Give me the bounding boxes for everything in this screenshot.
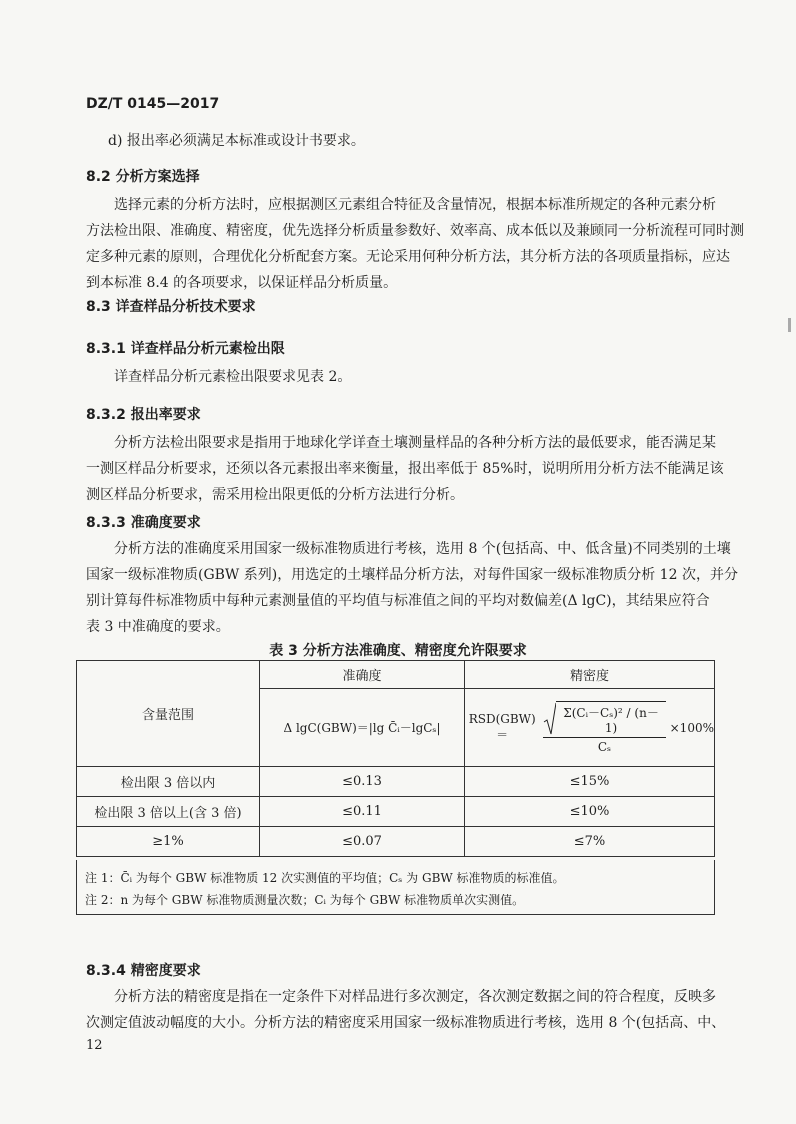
paragraph-line: 到本标准 8.4 的各项要求，以保证样品分析质量。 (86, 275, 398, 291)
cell-accuracy: ≤0.07 (260, 827, 465, 857)
section-8-3-1-title: 8.3.1 详查样品分析元素检出限 (86, 341, 285, 357)
header-accuracy: 准确度 (260, 661, 465, 689)
header-content-range: 含量范围 (77, 661, 260, 767)
paragraph-line: 分析方法检出限要求是指用于地球化学详查土壤测量样品的各种分析方法的最低要求，能否满足某 (114, 435, 716, 451)
section-8-3-4-title: 8.3.4 精密度要求 (86, 963, 201, 979)
section-8-3-2-paragraph (86, 430, 724, 508)
paragraph-line: 选择元素的分析方法时，应根据测区元素组合特征及含量情况，根据本标准所规定的各种元素分析 (114, 197, 716, 213)
header-precision: 精密度 (465, 661, 715, 689)
section-8-3-3-paragraph (86, 536, 738, 640)
cell-range: 检出限 3 倍以内 (77, 767, 260, 797)
section-8-3-2-title: 8.3.2 报出率要求 (86, 407, 201, 423)
table-3-notes (76, 860, 715, 915)
paragraph-line: 表 3 中准确度的要求。 (86, 619, 230, 635)
paragraph-line: 测区样品分析要求，需采用检出限更低的分析方法进行分析。 (86, 487, 464, 503)
precision-formula-numerator: Σ(Cᵢ－Cₛ)² / (n－1) (556, 701, 665, 737)
section-8-3-4-paragraph (86, 984, 726, 1036)
section-8-2-paragraph (86, 192, 744, 296)
section-8-3-3-title: 8.3.3 准确度要求 (86, 515, 201, 531)
table-row (77, 827, 715, 857)
precision-formula-lhs: RSD(GBW)＝ (468, 712, 536, 742)
section-8-3-1-text: 详查样品分析元素检出限要求见表 2。 (114, 369, 352, 385)
paragraph-line: 方法检出限、准确度、精密度，优先选择分析质量参数好、效率高、成本低以及兼顾同一分析流程可同时测 (86, 223, 744, 239)
paragraph-line: 一测区样品分析要求，还须以各元素报出率来衡量，报出率低于 85%时，说明所用分析方法不能满足该 (86, 461, 724, 477)
list-item-d: d) 报出率必须满足本标准或设计书要求。 (108, 133, 365, 149)
precision-formula (465, 689, 715, 767)
paragraph-line: 次测定值波动幅度的大小。分析方法的精密度采用国家一级标准物质进行考核，选用 8 个(包括高、中、 (86, 1015, 726, 1031)
standard-number: DZ/T 0145—2017 (86, 96, 220, 112)
table-row (77, 767, 715, 797)
accuracy-formula: Δ lgC(GBW)＝|lg C̄ᵢ－lgCₛ| (260, 689, 465, 767)
cell-precision: ≤15% (465, 767, 715, 797)
cell-accuracy: ≤0.13 (260, 767, 465, 797)
radical-sign-icon (543, 702, 556, 736)
cell-range: 检出限 3 倍以上(含 3 倍) (77, 797, 260, 827)
table-row (77, 797, 715, 827)
section-8-3-title: 8.3 详查样品分析技术要求 (86, 299, 256, 315)
page-number: 12 (86, 1038, 103, 1053)
paragraph-line: 分析方法的精密度是指在一定条件下对样品进行多次测定，各次测定数据之间的符合程度，反映多 (114, 989, 716, 1005)
paragraph-line: 国家一级标准物质(GBW 系列)，用选定的土壤样品分析方法，对每件国家一级标准物质分析 12 次，并分 (86, 567, 738, 583)
cell-accuracy: ≤0.11 (260, 797, 465, 827)
table-3-caption: 表 3 分析方法准确度、精密度允许限要求 (269, 643, 527, 659)
paragraph-line: 分析方法的准确度采用国家一级标准物质进行考核，选用 8 个(包括高、中、低含量)不同类别的土壤 (114, 541, 731, 557)
paragraph-line: 定多种元素的原则，合理优化分析配套方案。无论采用何种分析方法，其分析方法的各项质量指标，应达 (86, 249, 730, 265)
cell-precision: ≤10% (465, 797, 715, 827)
precision-formula-tail: ×100% (669, 720, 714, 735)
scan-edge-mark (788, 318, 791, 332)
table-note-2: 注 2：n 为每个 GBW 标准物质测量次数；Cᵢ 为每个 GBW 标准物质单次实测值。 (85, 893, 525, 907)
cell-range: ≥1% (77, 827, 260, 857)
section-8-2-title: 8.2 分析方案选择 (86, 169, 200, 185)
table-3 (76, 660, 715, 857)
paragraph-line: 别计算每件标准物质中每种元素测量值的平均值与标准值之间的平均对数偏差(Δ lgC)，其结果应符合 (86, 593, 710, 609)
precision-formula-denominator: Cₛ (543, 737, 665, 754)
table-note-1: 注 1：C̄ᵢ 为每个 GBW 标准物质 12 次实测值的平均值；Cₛ 为 GBW 标准物质的标准值。 (85, 871, 565, 885)
cell-precision: ≤7% (465, 827, 715, 857)
